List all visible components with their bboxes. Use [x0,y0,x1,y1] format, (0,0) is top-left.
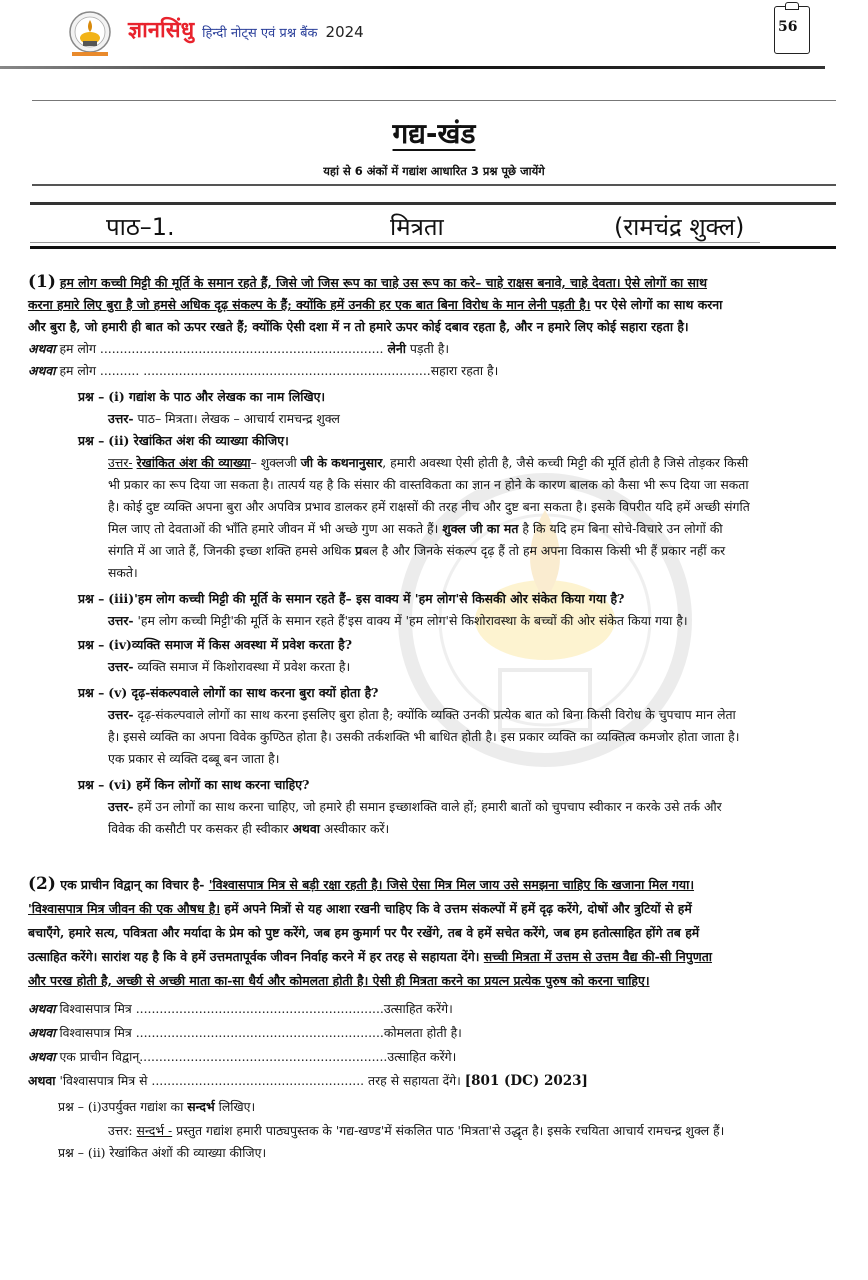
lesson-divider-top [30,202,836,205]
question-text: (iv)व्यक्ति समाज में किस अवस्था में प्रवेश करता है? [108,637,352,652]
athva-label: अथवा [28,341,56,356]
answer [108,796,722,818]
answer-line [108,518,723,540]
athva-end: उत्साहित करेंगे। [383,1001,453,1016]
athva-start: 'विश्वासपात्र मित्र से ...................................................... [59,1073,365,1088]
question [78,634,352,656]
athva-line [28,360,498,382]
question-label: प्रश्न – [78,685,105,700]
passage-2-line [28,946,712,968]
question-label: प्रश्न – [78,433,105,448]
passage-1-line [28,294,722,316]
question-text: (ii) रेखांकित अंश की व्याख्या कीजिए। [108,433,289,448]
answer-heading: सन्दर्भ - [136,1123,173,1138]
question-text: (i)उपर्युक्त गद्यांश का [87,1099,188,1114]
brand-year: 2024 [325,23,364,41]
answer-label: उत्तर- [108,659,134,674]
brand-name: ज्ञानसिंधु [128,18,195,43]
exam-reference: [801 (DC) 2023] [464,1073,588,1089]
passage-number: (1) [28,272,56,292]
lesson-number: पाठ–1. [106,212,175,241]
question-label: प्रश्न – [58,1099,84,1114]
answer-text: है कि यदि हम बिना सोचे-विचारे उन लोगों की [518,521,723,536]
passage-text: बचाएँगे, हमारे सत्य, पवित्रता और मर्यादा के प्रेम को पुष्ट करेंगे, जब हम कुमार्ग पर पैर रखेंगे, तब वे हमें सचेत करेंगे, जब हम हतोत्साहित होंगे तब हमें [28,925,700,940]
question-text: (i) गद्यांश के पाठ और लेखक का नाम लिखिए। [108,389,326,404]
passage-text: और बुरा है, जो हमारी ही बात को ऊपर रखते हैं; क्योंकि ऐसी दशा में न तो हमारे ऊपर कोई दबाव रहता है, और न हमारे लिए कोई सहारा रहता है। [28,319,689,334]
answer-text: बल है और जिनके संकल्प दृढ़ हैं तो हम अपना विकास किसी भी हैं प्रकार नहीं कर [362,543,726,558]
answer-text: अस्वीकार करें। [319,821,390,836]
passage-2-line [28,922,699,944]
answer-label: उत्तर- [108,455,133,470]
athva-line [28,338,449,360]
answer-heading: रेखांकित अंश की व्याख्या [136,455,251,470]
section-title [0,114,868,152]
underlined-text: 'विश्वासपात्र मित्र जीवन की एक औषध है। [28,901,221,916]
passage-2-line [28,898,692,920]
athva-start: हम लोग .......... ......................................................................... [59,363,431,378]
athva-line [28,1070,588,1093]
passage-2-line [28,874,694,896]
question-text: (vi) हमें किन लोगों का साथ करना चाहिए? [108,777,310,792]
answer-text: पाठ– मित्रता। लेखक – आचार्य रामचन्द्र शुक्ल [137,411,340,426]
lesson-divider-bottom [30,246,836,249]
question [78,430,289,452]
answer-line: है। इससे व्यक्ति का अपना विवेक कुण्ठित होता है। उसकी तर्कशक्ति भी बाधित होती है। इस प्रकार व्यक्ति का व्यक्तित्व कमजोर होता जाता है। [108,729,740,744]
athva-start: एक प्राचीन विद्वान्............................................................... [59,1049,388,1064]
passage-text: हमें अपने मित्रों से यह आशा रखनी चाहिए कि वे उत्तम संकल्पों में हमें दृढ़ करेंगे, दोषों और त्रुटियों से हमें [220,901,692,916]
answer-text: 'हम लोग कच्ची मिट्टी'की मूर्ति के समान रहते हैं'इस वाक्य में 'हम लोग'से किशोरावस्था के बच्चों की ओर संकेत किया गया है। [133,613,688,628]
answer-label: उत्तर- [108,411,134,426]
athva-start: विश्वासपात्र मित्र ............................................................... [59,1025,384,1040]
question-text: (iii)'हम लोग कच्ची मिट्टी की मूर्ति के समान रहते हैं– इस वाक्य में 'हम लोग'से किसकी ओर संकेत किया गया है? [108,591,625,606]
passage-1-line [28,316,689,338]
answer-bold: जी के कथनानुसार [300,455,383,470]
section-divider [32,184,836,186]
page-number: 56 [778,19,798,35]
question [78,774,309,796]
answer-line [108,540,725,562]
answer-text: , हमारी अवस्था ऐसी होती है, जैसे कच्ची मिट्टी की मूर्ति होती है जिसे तोड़कर किसी [382,455,749,470]
question-text: (v) दृढ़-संकल्पवाले लोगों का साथ करना बुरा क्यों होता है? [108,685,379,700]
athva-line [28,998,453,1020]
answer-bold: शुक्ल जी का मत [442,521,519,536]
clipboard-icon [785,2,799,10]
answer-text: संगति में आ जाते हैं, जिनकी इच्छा शक्ति हमसे अधिक [108,543,356,558]
answer [108,452,748,474]
lesson-title: मित्रता [390,212,444,241]
athva-label: अथवा [28,1049,56,1064]
athva-end: उत्साहित करेंगे। [387,1049,457,1064]
athva-line [28,1022,462,1044]
answer-line: है। कोई दुष्ट व्यक्ति अपना बुरा और अपवित्र प्रभाव डालकर हमें राक्षसों की तरह नीच और दुष्ट बना सकता है। इसके विपरीत यदि हमें अच्छी संगति [108,499,750,514]
athva-bold: लेनी [387,341,406,356]
answer-text: विवेक की कसौटी पर कसकर ही स्वीकार [108,821,293,836]
page-header [0,0,868,70]
athva-label: अथवा [28,363,56,378]
answer [108,408,340,430]
question-text: लिखिए। [214,1099,256,1114]
question [78,386,325,408]
question-label: प्रश्न – [78,389,105,404]
section-divider-top [32,100,836,101]
question-text: (ii) रेखांकित अंशों की व्याख्या कीजिए। [87,1145,267,1160]
passage-text: उत्साहित करेंगे। सारांश यह है कि वे हमें उत्तमतापूर्वक जीवन निर्वाह करने में हर तरह से सहायता देंगे। [28,949,484,964]
athva-line [28,1046,456,1068]
passage-2-line [28,970,650,992]
athva-start: हम लोग ........................................................................ [59,341,384,356]
answer-label: उत्तर: [108,1123,137,1138]
lesson-divider-thin [30,242,760,243]
passage-1-line [28,272,707,294]
answer [108,704,736,726]
athva-label: अथवा [28,1073,56,1088]
brand [128,14,364,44]
question [78,588,624,610]
gyansindhu-logo-icon [66,10,114,60]
passage-text: पर ऐसे लोगों का साथ करना [590,297,723,312]
question [58,1142,266,1164]
answer-line [108,818,389,840]
page-number-badge [774,6,810,54]
header-divider [0,66,825,69]
athva-end: पड़ती है। [405,341,450,356]
question-label: प्रश्न – [78,637,105,652]
underlined-text: करना हमारे लिए बुरा है जो हमसे अधिक दृढ़ संकल्प के हैं; क्योंकि हमें उनकी हर एक बात बिना विरोध के मान लेनी पड़ती है। [28,297,591,312]
answer [108,1120,724,1142]
athva-start: विश्वासपात्र मित्र ............................................................... [59,1001,384,1016]
answer-text: मिल जाए तो देवताओं की भाँति हमारे जीवन में भी अच्छे गुण आ सकते हैं। [108,521,443,536]
answer-label: उत्तर- [108,799,134,814]
lesson-heading [30,208,836,244]
answer-line: सकते। [108,565,138,580]
answer-text: – शुक्लजी [250,455,301,470]
answer [108,610,688,632]
question-label: प्रश्न – [78,777,105,792]
underlined-text: हम लोग कच्ची मिट्टी की मूर्ति के समान रहते हैं, जिसे जो जिस रूप का चाहे उस रूप का करे– चाहे राक्षस बनावे, चाहे देवता। ऐसे लोगों का साथ [59,275,708,290]
underlined-text: सच्ची मित्रता में उत्तम से उत्तम वैद्य की-सी निपुणता [483,949,712,964]
section-title-text: गद्य-खंड [392,117,476,150]
answer-label: उत्तर- [108,707,134,722]
answer-text: व्यक्ति समाज में किशोरावस्था में प्रवेश करता है। [133,659,351,674]
passage-text: एक प्राचीन विद्वान् का विचार है- [55,877,209,892]
answer-text: हमें उन लोगों का साथ करना चाहिए, जो हमारे ही समान इच्छाशक्ति वाले हों; हमारी बातों को चुपचाप स्वीकार न करके उसे तर्क और [133,799,722,814]
answer-text: प्रस्तुत गद्यांश हमारी पाठ्यपुस्तक के 'गद्य-खण्ड'में संकलित पाठ 'मित्रता'से उद्धृत है। इसके रचयिता आचार्य रामचन्द्र शुक्ल हैं। [172,1123,725,1138]
lesson-author: (रामचंद्र शुक्ल) [614,212,745,241]
answer-text: दृढ़-संकल्पवाले लोगों का साथ करना इसलिए बुरा होता है; क्योंकि व्यक्ति उनकी प्रत्येक बात को बिना किसी विरोध के चुपचाप मान लेता [133,707,736,722]
answer-line: एक प्रकार से व्यक्ति दब्बू बन जाता है। [108,751,280,766]
brand-subtitle: हिन्दी नोट्स एवं प्रश्न बैंक [202,26,318,41]
athva-label: अथवा [28,1001,56,1016]
section-subtitle: यहां से 6 अंकों में गद्यांश आधारित 3 प्रश्न पूछे जायेंगे [323,164,545,178]
question-bold: सन्दर्भ [187,1099,215,1114]
underlined-text: और परख होती है, अच्छी से अच्छी माता का-सा धैर्य और कोमलता होती है। ऐसी ही मित्रता करने का प्रयत्न प्रत्येक पुरुष को करना चाहिए। [28,973,650,988]
question-label: प्रश्न – [78,591,105,606]
answer-bold: अथवा [292,821,320,836]
question [58,1096,255,1118]
question [78,682,378,704]
answer-bold: प्र [355,543,363,558]
answer-label: उत्तर- [108,613,134,628]
athva-end: कोमलता होती है। [383,1025,462,1040]
athva-label: अथवा [28,1025,56,1040]
passage-number: (2) [28,874,56,894]
athva-end: तरह से सहायता देंगे। [364,1073,461,1088]
question-label: प्रश्न – [58,1145,84,1160]
answer [108,656,350,678]
athva-end: सहारा रहता है। [430,363,499,378]
answer-line: भी प्रकार का रूप दिया जा सकता है। तात्पर्य यह है कि संसार की वास्तविकता का ज्ञान न होने के कारण बालक को कैसा भी रूप दिया जा सकता [108,477,749,492]
underlined-text: 'विश्वासपात्र मित्र से बड़ी रक्षा रहती है। जिसे ऐसा मित्र मिल जाय उसे समझना चाहिए कि खजाना मिल गया। [208,877,695,892]
